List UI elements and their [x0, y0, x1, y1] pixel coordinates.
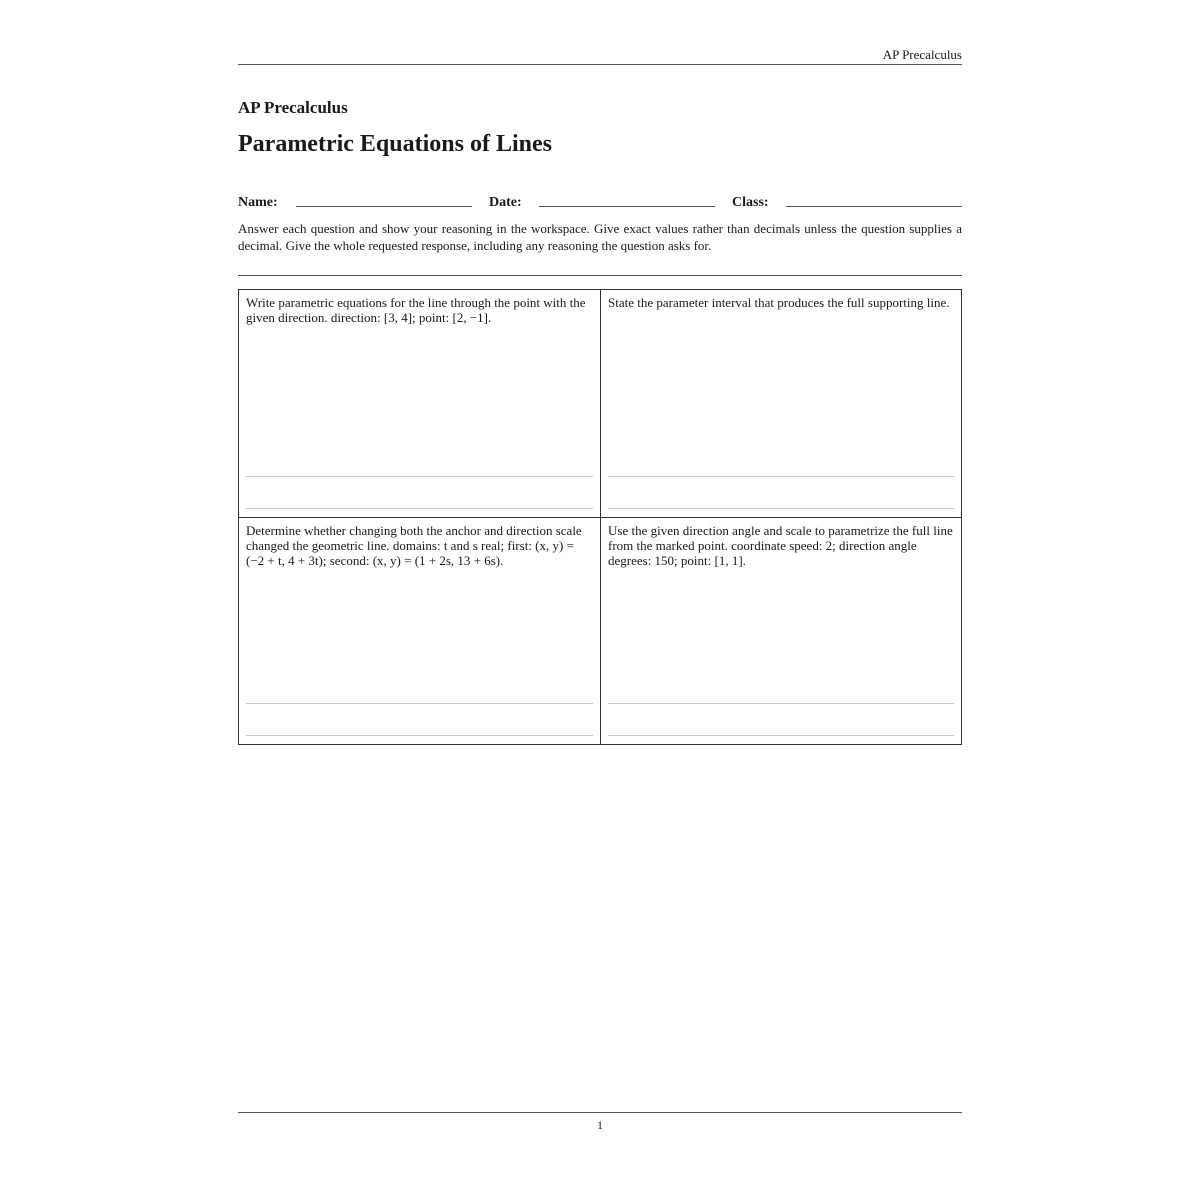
question-cell[interactable]	[600, 517, 961, 744]
question-text: Determine whether changing both the anchor and direction scale changed the geometric line. domains: t and s real; first: (x, y) = (−2 + t, 4 + 3t); second: (x, y) = (1 + 2s, 13 + 6s).	[246, 523, 582, 568]
name-field[interactable]	[296, 206, 472, 207]
answer-line	[608, 735, 954, 736]
question-text: Use the given direction angle and scale to parametrize the full line from the marked point. coordinate speed: 2; direction angle degrees: 150; point: [1, 1].	[608, 523, 953, 568]
footer-rule	[238, 1112, 962, 1113]
question-text: State the parameter interval that produces the full supporting line.	[608, 295, 950, 310]
header-rule	[238, 64, 962, 65]
instructions: Answer each question and show your reasoning in the workspace. Give exact values rather than decimals unless the question supplies a decimal. Give the whole requested response, including any reasoning the question asks for.	[238, 221, 962, 253]
class-label: Class:	[732, 195, 769, 210]
worksheet-page	[238, 0, 962, 1200]
course-name: AP Precalculus	[238, 98, 348, 117]
date-field[interactable]	[539, 206, 715, 207]
name-label: Name:	[238, 195, 278, 210]
page-number: 1	[597, 1118, 603, 1132]
date-label: Date:	[489, 195, 522, 210]
class-field[interactable]	[786, 206, 962, 207]
answer-line	[608, 703, 954, 704]
question-text: Write parametric equations for the line through the point with the given direction. direction: [3, 4]; point: [2, −1].	[246, 295, 586, 325]
question-cell[interactable]	[239, 290, 600, 517]
answer-line	[608, 508, 954, 509]
worksheet-title: Parametric Equations of Lines	[238, 131, 552, 157]
answer-line	[608, 476, 954, 477]
question-cell[interactable]	[600, 290, 961, 517]
section-rule	[238, 275, 962, 276]
running-header: AP Precalculus	[882, 47, 962, 62]
question-grid	[238, 289, 962, 745]
answer-line	[246, 476, 593, 477]
answer-line	[246, 735, 593, 736]
answer-line	[246, 703, 593, 704]
answer-line	[246, 508, 593, 509]
question-cell[interactable]	[239, 517, 600, 744]
